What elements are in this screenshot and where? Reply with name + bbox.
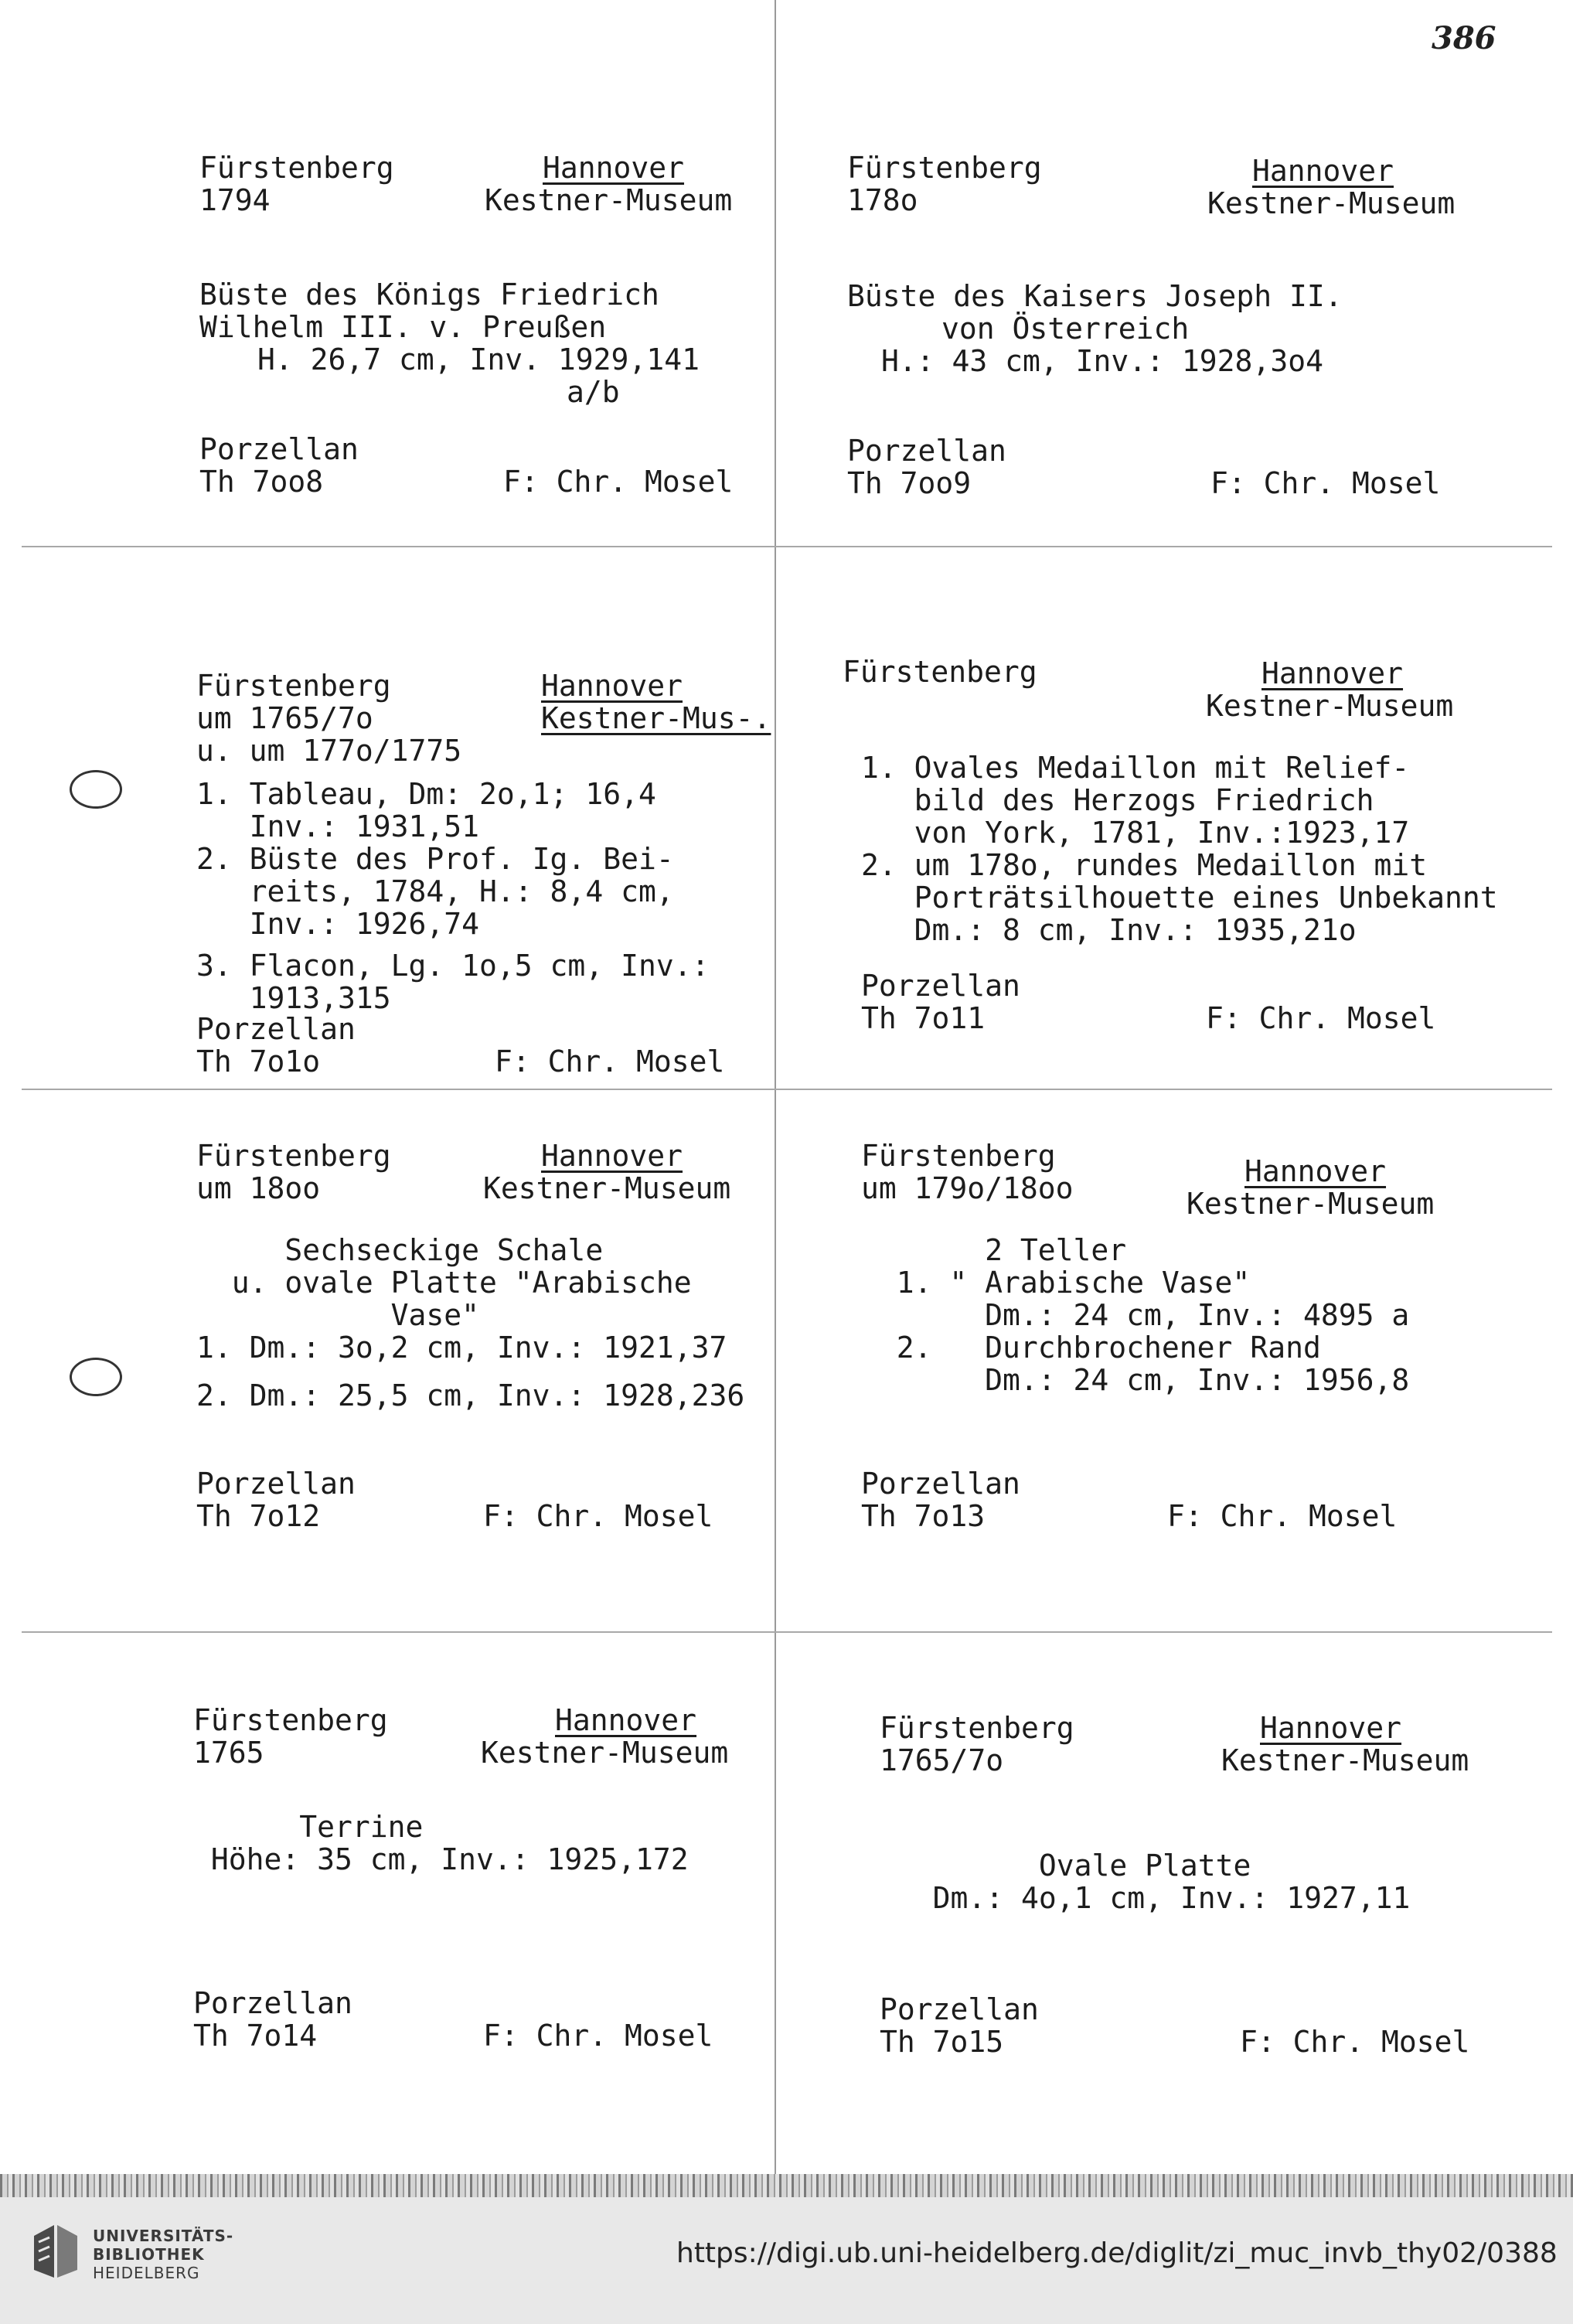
card-date: 1794: [199, 183, 271, 217]
card-number: Th 7o11: [861, 1001, 986, 1035]
card-place: Fürstenberg: [193, 1703, 388, 1737]
card-museum: Kestner-Museum: [485, 183, 733, 217]
library-logo-line: UNIVERSITÄTS-: [93, 2227, 234, 2245]
card-museum: Kestner-Museum: [1187, 1187, 1435, 1221]
card-place: Fürstenberg: [861, 1139, 1056, 1173]
card-place: Fürstenberg: [196, 669, 391, 703]
punch-hole: [70, 1358, 122, 1396]
card-city: Hannover: [541, 1139, 683, 1173]
card-number: Th 7oo9: [847, 466, 972, 500]
page-number: 386: [1432, 20, 1496, 56]
card-description-line: Wilhelm III. v. Preußen: [199, 310, 607, 344]
card-city: Hannover: [1244, 1154, 1387, 1188]
card-description-line: 2. Dm.: 25,5 cm, Inv.: 1928,236: [196, 1378, 745, 1412]
card-city: Hannover: [1260, 1711, 1402, 1745]
card-description-line: reits, 1784, H.: 8,4 cm,: [196, 874, 674, 908]
card-museum: Kestner-Museum: [483, 1171, 731, 1205]
card-place: Fürstenberg: [847, 151, 1042, 185]
card-date: um 179o/18oo: [861, 1171, 1074, 1205]
card-description-line: Terrine: [193, 1810, 424, 1844]
card-number: Th 7o13: [861, 1499, 986, 1533]
card-date: u. um 177o/1775: [196, 734, 462, 768]
library-footer: [0, 2197, 1573, 2324]
card-description-line: 1. Ovales Medaillon mit Relief-: [861, 751, 1410, 785]
card-description-line: Dm.: 8 cm, Inv.: 1935,21o: [861, 913, 1357, 947]
card-description-line: Ovale Platte: [880, 1849, 1251, 1883]
card-museum: Kestner-Museum: [1221, 1743, 1469, 1777]
card-date: 178o: [847, 183, 918, 217]
card-description-line: von York, 1781, Inv.:1923,17: [861, 816, 1410, 850]
row-divider: [22, 546, 1552, 547]
card-description-line: 1. Tableau, Dm: 2o,1; 16,4: [196, 777, 656, 811]
library-logo-icon: [31, 2220, 80, 2282]
card-place: Fürstenberg: [199, 151, 394, 185]
card-photographer: F: Chr. Mosel: [1210, 466, 1441, 500]
card-description-line: bild des Herzogs Friedrich: [861, 783, 1374, 817]
card-photographer: F: Chr. Mosel: [1167, 1499, 1398, 1533]
source-url-link[interactable]: https://digi.ub.uni-heidelberg.de/diglit/zi_muc_invb_thy02/0388: [676, 2237, 1558, 2269]
library-logo-line: HEIDELBERG: [93, 2264, 200, 2282]
card-material: Porzellan: [199, 432, 359, 466]
column-divider: [775, 0, 776, 2180]
card-material: Porzellan: [196, 1012, 356, 1046]
card-material: Porzellan: [847, 434, 1006, 468]
card-description-line: 2. Büste des Prof. Ig. Bei-: [196, 842, 674, 876]
card-number: Th 7oo8: [199, 465, 324, 499]
card-number: Th 7o1o: [196, 1044, 321, 1079]
card-city: Hannover: [555, 1703, 697, 1737]
card-photographer: F: Chr. Mosel: [1240, 2025, 1470, 2059]
card-date: 1765/7o: [880, 1743, 1004, 1777]
card-city: Hannover: [1261, 656, 1404, 690]
row-divider: [22, 1631, 1552, 1633]
card-number: Th 7o12: [196, 1499, 321, 1533]
card-description-line: Büste des Kaisers Joseph II.: [847, 279, 1343, 313]
card-description-line: 2. Durchbrochener Rand: [861, 1331, 1321, 1365]
card-city: Hannover: [541, 669, 683, 703]
card-place: Fürstenberg: [196, 1139, 391, 1173]
card-description-line: 1. Dm.: 3o,2 cm, Inv.: 1921,37: [196, 1331, 727, 1365]
card-date: um 18oo: [196, 1171, 321, 1205]
card-museum: Kestner-Mus-.: [541, 701, 771, 735]
card-description-line: von Österreich: [941, 312, 1190, 346]
card-date: 1765: [193, 1736, 264, 1770]
card-description-line: Sechseckige Schale: [196, 1233, 604, 1267]
card-photographer: F: Chr. Mosel: [495, 1044, 725, 1079]
card-description-line: H.: 43 cm, Inv.: 1928,3o4: [881, 344, 1323, 378]
row-divider: [22, 1089, 1552, 1090]
card-description-line: Porträtsilhouette eines Unbekannt: [861, 881, 1498, 915]
card-material: Porzellan: [196, 1467, 356, 1501]
card-description-line: 3. Flacon, Lg. 1o,5 cm, Inv.:: [196, 949, 710, 983]
card-material: Porzellan: [861, 1467, 1020, 1501]
card-description-line: Vase": [196, 1298, 480, 1332]
card-material: Porzellan: [861, 969, 1020, 1003]
card-material: Porzellan: [880, 1992, 1039, 2026]
card-photographer: F: Chr. Mosel: [1206, 1001, 1436, 1035]
card-description-line: Dm.: 24 cm, Inv.: 4895 a: [861, 1298, 1410, 1332]
card-place: Fürstenberg: [880, 1711, 1074, 1745]
card-city: Hannover: [1252, 154, 1394, 188]
card-museum: Kestner-Museum: [1206, 689, 1454, 723]
card-material: Porzellan: [193, 1986, 352, 2020]
library-logo-line: BIBLIOTHEK: [93, 2245, 205, 2264]
card-description-line: Dm.: 24 cm, Inv.: 1956,8: [861, 1363, 1410, 1397]
card-description-line: 2. um 178o, rundes Medaillon mit: [861, 848, 1428, 882]
card-photographer: F: Chr. Mosel: [503, 465, 734, 499]
card-photographer: F: Chr. Mosel: [483, 2019, 713, 2053]
card-place: Fürstenberg: [843, 655, 1037, 689]
card-description-line: 1913,315: [196, 981, 391, 1015]
card-description-line: a/b: [567, 375, 620, 409]
card-description-line: Höhe: 35 cm, Inv.: 1925,172: [193, 1842, 689, 1876]
card-description-line: Büste des Königs Friedrich: [199, 278, 659, 312]
card-description-line: u. ovale Platte "Arabische: [196, 1266, 692, 1300]
card-museum: Kestner-Museum: [1207, 186, 1456, 220]
card-date: um 1765/7o: [196, 701, 373, 735]
card-photographer: F: Chr. Mosel: [483, 1499, 713, 1533]
punch-hole: [70, 770, 122, 809]
card-description-line: 2 Teller: [861, 1233, 1127, 1267]
card-description-line: H. 26,7 cm, Inv. 1929,141: [257, 342, 700, 377]
card-description-line: Dm.: 4o,1 cm, Inv.: 1927,11: [880, 1881, 1411, 1915]
card-description-line: Inv.: 1926,74: [196, 907, 480, 941]
scan-edge: [0, 2174, 1573, 2197]
card-number: Th 7o15: [880, 2025, 1004, 2059]
card-city: Hannover: [543, 151, 685, 185]
card-description-line: Inv.: 1931,51: [196, 809, 480, 843]
card-description-line: 1. " Arabische Vase": [861, 1266, 1251, 1300]
card-number: Th 7o14: [193, 2019, 318, 2053]
card-museum: Kestner-Museum: [481, 1736, 729, 1770]
